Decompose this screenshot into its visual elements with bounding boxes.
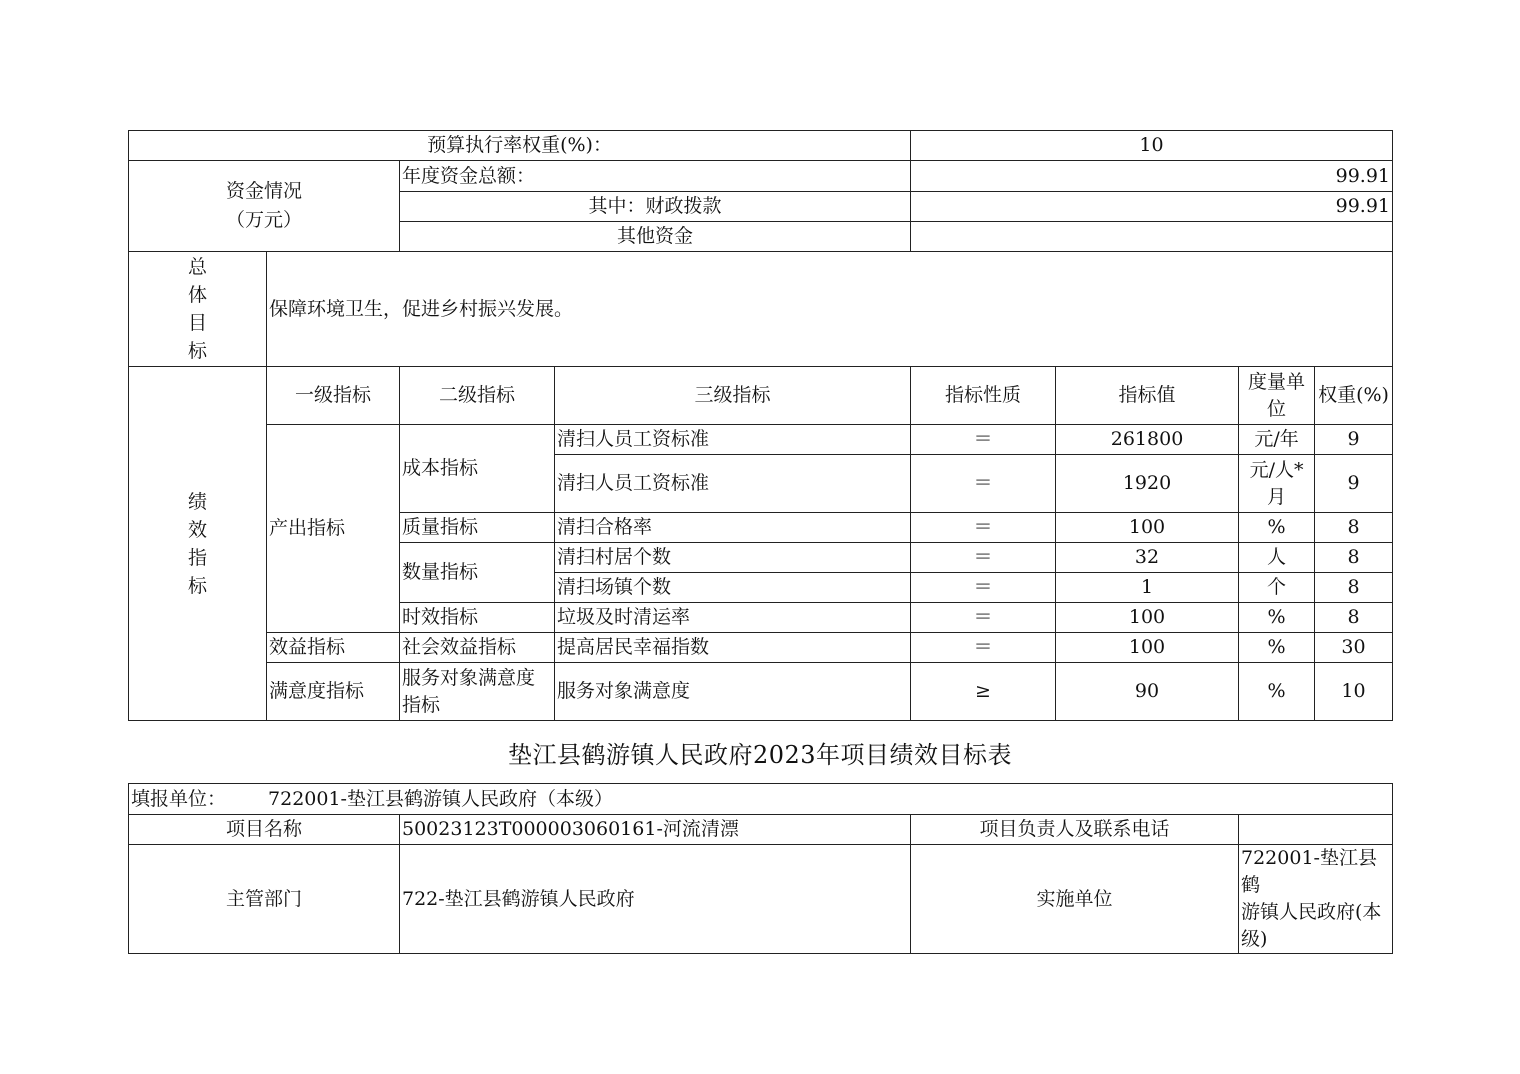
indicator-unit-line2: 月: [1267, 485, 1287, 508]
reporting-unit-label: 填报单位：: [131, 787, 227, 810]
group-benefit: 效益指标: [267, 633, 400, 663]
indicator-unit: %: [1239, 513, 1315, 543]
indicator-unit: [1239, 455, 1315, 513]
header-weight: 权重(%): [1315, 367, 1393, 425]
fiscal-label: 其中：财政拨款: [400, 192, 911, 222]
indicator-unit: 个: [1239, 573, 1315, 603]
indicator-weight: 10: [1315, 663, 1393, 721]
goal-char: 总: [187, 256, 207, 278]
indicator-name: 清扫人员工资标准: [555, 425, 911, 455]
funds-label-line1: 资金情况: [225, 180, 302, 202]
funds-label-line2: （万元）: [225, 209, 302, 231]
indicator-value: 1920: [1056, 455, 1239, 513]
indicator-nature: ＝: [911, 513, 1056, 543]
annual-total-row: [129, 161, 1393, 192]
indicator-value: 100: [1056, 633, 1239, 663]
header-unit-line2: 位: [1267, 397, 1287, 420]
subgroup-quality: 质量指标: [400, 513, 555, 543]
indicator-value: 1: [1056, 573, 1239, 603]
indicator-value: 32: [1056, 543, 1239, 573]
indicator-nature: ＝: [911, 603, 1056, 633]
budget-weight-label: 预算执行率权重(%)：: [129, 131, 911, 161]
subgroup-timeliness: 时效指标: [400, 603, 555, 633]
goal-char: 目: [187, 312, 207, 334]
group-output: 产出指标: [267, 425, 400, 633]
indicator-value: 100: [1056, 603, 1239, 633]
indicator-name: 垃圾及时清运率: [555, 603, 911, 633]
project-owner-value: [1239, 815, 1393, 845]
indicator-nature: ≥: [911, 663, 1056, 721]
goal-char: 标: [187, 340, 207, 362]
department-row: [129, 845, 1393, 954]
indicator-header-row: [129, 367, 1393, 425]
subgroup-service-line2: 指标: [402, 693, 441, 716]
indicator-char: 绩: [187, 490, 207, 513]
indicator-name: 清扫合格率: [555, 513, 911, 543]
indicator-char: 标: [187, 574, 207, 597]
budget-weight-value: 10: [911, 131, 1393, 161]
indicator-name: 服务对象满意度: [555, 663, 911, 721]
table-row: [129, 425, 1393, 455]
header-value: 指标值: [1056, 367, 1239, 425]
subgroup-social: 社会效益指标: [400, 633, 555, 663]
implementing-unit-line2: 游镇人民政府(本: [1241, 901, 1382, 923]
indicator-unit: 元/年: [1239, 425, 1315, 455]
indicator-value: 261800: [1056, 425, 1239, 455]
subgroup-cost: 成本指标: [400, 425, 555, 513]
indicator-weight: 8: [1315, 513, 1393, 543]
budget-weight-row: [129, 131, 1393, 161]
indicator-weight: 8: [1315, 573, 1393, 603]
reporting-unit-value: 722001-垫江县鹤游镇人民政府（本级）: [268, 787, 613, 810]
reporting-unit-row: [129, 784, 1393, 815]
indicator-name: 清扫人员工资标准: [555, 455, 911, 513]
indicator-unit: 人: [1239, 543, 1315, 573]
indicator-value: 100: [1056, 513, 1239, 543]
reporting-unit: [129, 784, 1393, 815]
subgroup-service-satisfaction: [400, 663, 555, 721]
header-level1: 一级指标: [267, 367, 400, 425]
overall-goal-text: 保障环境卫生，促进乡村振兴发展。: [267, 252, 1393, 367]
indicator-unit-line1: 元/人*: [1249, 458, 1304, 481]
project-owner-label: 项目负责人及联系电话: [911, 815, 1239, 845]
goal-char: 体: [187, 284, 207, 306]
indicator-weight: 9: [1315, 455, 1393, 513]
header-nature: 指标性质: [911, 367, 1056, 425]
annual-total-value: 99.91: [911, 161, 1393, 192]
project-header-table: [128, 783, 1393, 954]
funds-label: [129, 161, 400, 252]
annual-total-label: 年度资金总额：: [400, 161, 911, 192]
indicator-unit: %: [1239, 603, 1315, 633]
indicator-nature: ＝: [911, 543, 1056, 573]
indicator-name: 清扫场镇个数: [555, 573, 911, 603]
implementing-unit-label: 实施单位: [911, 845, 1239, 954]
header-unit-line1: 度量单: [1248, 370, 1306, 393]
indicator-weight: 30: [1315, 633, 1393, 663]
subgroup-quantity: 数量指标: [400, 543, 555, 603]
indicator-weight: 9: [1315, 425, 1393, 455]
indicator-nature: ＝: [911, 455, 1056, 513]
indicator-unit: %: [1239, 633, 1315, 663]
department-value: 722-垫江县鹤游镇人民政府: [400, 845, 911, 954]
department-label: 主管部门: [129, 845, 400, 954]
document-title: 垫江县鹤游镇人民政府2023年项目绩效目标表: [507, 741, 1013, 769]
implementing-unit-line1: 722001-垫江县鹤: [1241, 847, 1377, 896]
indicator-name: 清扫村居个数: [555, 543, 911, 573]
indicator-value: 90: [1056, 663, 1239, 721]
performance-indicator-label: [129, 367, 267, 721]
project-name-value: 50023123T000003060161-河流清漂: [400, 815, 911, 845]
overall-goal-row: [129, 252, 1393, 367]
other-funds-value: [911, 222, 1393, 252]
group-satisfaction: 满意度指标: [267, 663, 400, 721]
fiscal-value: 99.91: [911, 192, 1393, 222]
table-row: [129, 663, 1393, 721]
other-funds-label: 其他资金: [400, 222, 911, 252]
header-unit: [1239, 367, 1315, 425]
indicator-nature: ＝: [911, 633, 1056, 663]
implementing-unit-line3: 级): [1241, 928, 1268, 950]
header-level3: 三级指标: [555, 367, 911, 425]
indicator-char: 效: [187, 518, 207, 541]
indicator-weight: 8: [1315, 543, 1393, 573]
header-level2: 二级指标: [400, 367, 555, 425]
indicator-unit: %: [1239, 663, 1315, 721]
indicator-name: 提高居民幸福指数: [555, 633, 911, 663]
indicator-nature: ＝: [911, 573, 1056, 603]
indicator-weight: 8: [1315, 603, 1393, 633]
implementing-unit-value: [1239, 845, 1393, 954]
indicator-char: 指: [187, 546, 207, 569]
performance-indicator-table: [128, 130, 1393, 721]
indicator-nature: ＝: [911, 425, 1056, 455]
project-name-label: 项目名称: [129, 815, 400, 845]
subgroup-service-line1: 服务对象满意度: [402, 666, 536, 689]
overall-goal-label: [129, 252, 267, 367]
table-row: [129, 633, 1393, 663]
project-name-row: [129, 815, 1393, 845]
